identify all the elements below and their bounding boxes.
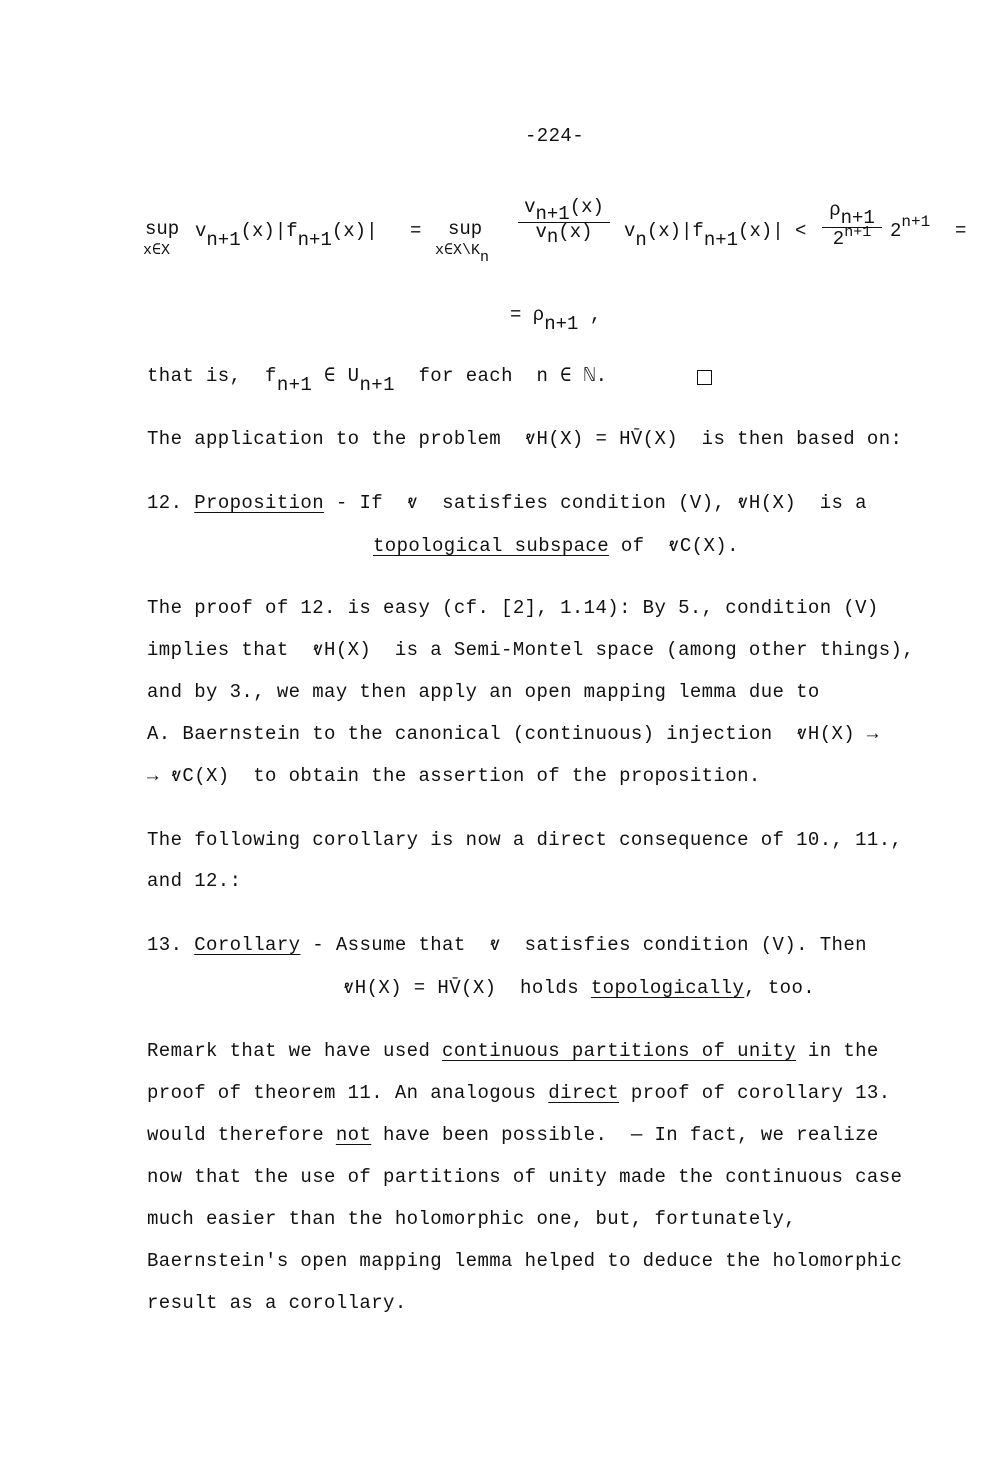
fraction-rho-over-2	[822, 199, 882, 250]
that-is-line: that is, fn+1 ∈ Un+1 for each n ∈ ℕ.	[147, 365, 608, 396]
equals-sign-1: =	[410, 220, 422, 242]
proposition-12-heading: 12. Proposition - If ⱴ satisfies condition (V), ⱴH(X) is a	[147, 492, 867, 514]
power-of-two: $2^{n+1}$	[890, 213, 931, 242]
proof-line-2: implies that ⱴH(X) is a Semi-Montel space (among other things),	[147, 639, 915, 661]
fraction-vn1-over-vn	[518, 196, 610, 248]
remark-line-4: now that the use of partitions of unity made the continuous case	[147, 1166, 903, 1188]
corollary-13-line-2: ⱴH(X) = HV̄(X) holds topologically, too.	[343, 977, 816, 999]
application-line: The application to the problem ⱴH(X) = HV̄(X) is then based on:	[147, 428, 903, 450]
proposition-12-line-2: topological subspace of ⱴC(X).	[373, 535, 739, 557]
sup-subscript-2: x∈X\Kn	[435, 242, 490, 266]
lhs-expression: vn+1(x)|fn+1(x)|	[195, 220, 378, 251]
corollary-13-heading: 13. Corollary - Assume that ⱴ satisfies condition (V). Then	[147, 934, 867, 956]
sup-subscript-1: x∈X	[143, 242, 171, 259]
remark-line-6: Baernstein's open mapping lemma helped to deduce the holomorphic	[147, 1250, 903, 1272]
remark-line-3: would therefore not have been possible. — In fact, we realize	[147, 1124, 879, 1146]
equation-line-2: = ρn+1 ,	[510, 304, 602, 335]
following-line-2: and 12.:	[147, 870, 242, 892]
fraction2-numerator: ρn+1	[829, 199, 875, 229]
remark-line-2: proof of theorem 11. An analogous direct proof of corollary 13.	[147, 1082, 891, 1104]
proof-line-1: The proof of 12. is easy (cf. [2], 1.14): By 5., condition (V)	[147, 597, 879, 619]
fraction2-denominator: $2^{n+1}$	[832, 224, 872, 250]
qed-box-icon	[697, 370, 712, 385]
remark-line-1: Remark that we have used continuous partitions of unity in the	[147, 1040, 879, 1062]
following-line-1: The following corollary is now a direct consequence of 10., 11.,	[147, 829, 903, 851]
sup-operator-1: sup	[145, 218, 180, 240]
page-number: -224-	[525, 125, 585, 147]
proof-line-3: and by 3., we may then apply an open mapping lemma due to	[147, 681, 820, 703]
fraction-denominator: vn(x)	[535, 221, 593, 248]
rhs-expression: vn(x)|fn+1(x)| <	[624, 220, 807, 251]
remark-line-7: result as a corollary.	[147, 1292, 407, 1314]
fraction-numerator: vn+1(x)	[524, 196, 604, 225]
proof-line-4: A. Baernstein to the canonical (continuous) injection ⱴH(X) →	[147, 723, 879, 745]
remark-line-5: much easier than the holomorphic one, but, fortunately,	[147, 1208, 797, 1230]
sup-operator-2: sup	[448, 218, 483, 240]
equals-sign-2: =	[955, 220, 967, 242]
proof-line-5: → ⱴC(X) to obtain the assertion of the proposition.	[147, 765, 761, 787]
